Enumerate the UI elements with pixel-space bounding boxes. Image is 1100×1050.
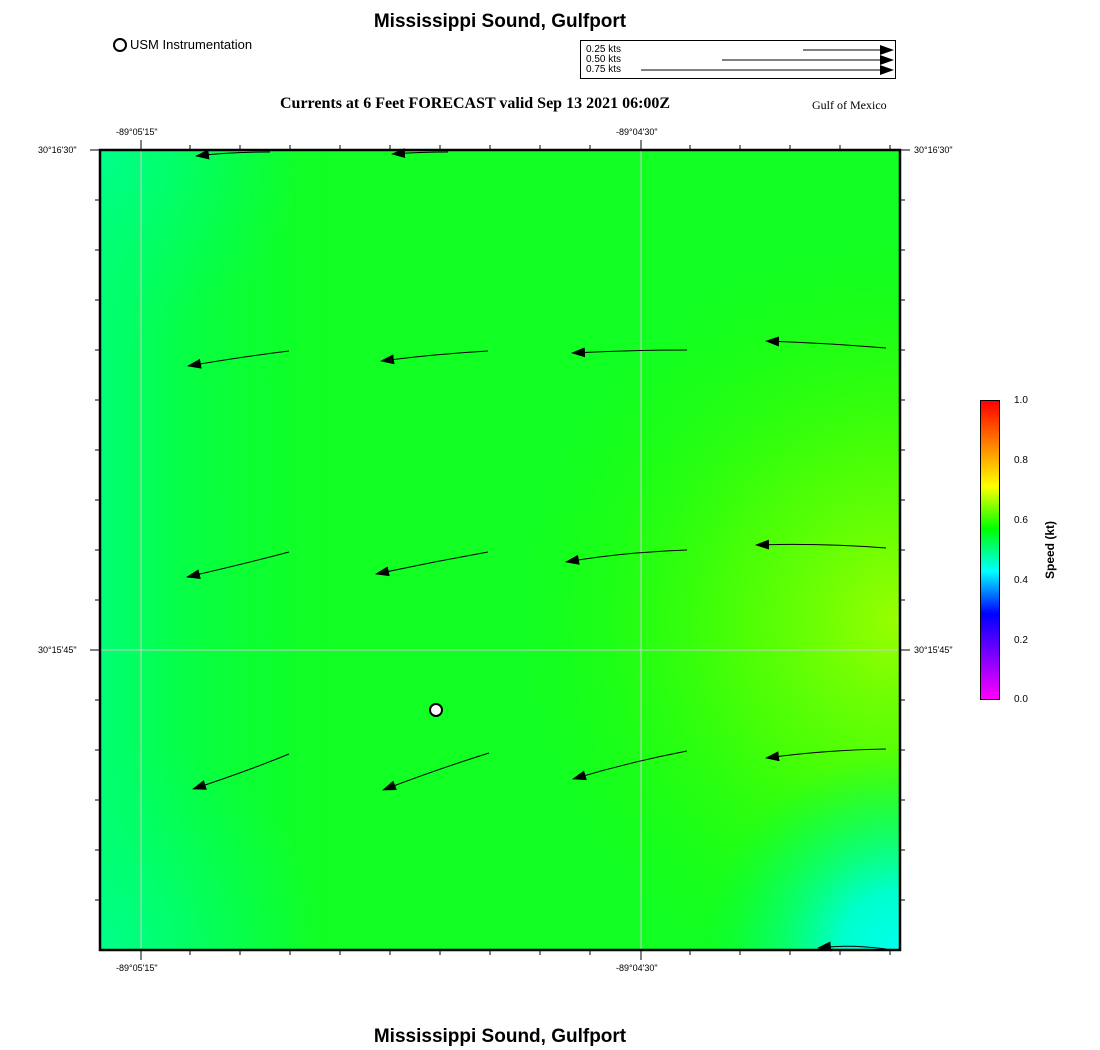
lat-label-right-2: 30°15'45" [914,645,953,655]
scale-label-025: 0.25 kts [586,44,622,55]
lon-label-bottom-1: -89°05'15" [116,963,158,973]
page-title-bottom: Mississippi Sound, Gulfport [373,1026,627,1047]
colorbar-tick-label: 0.4 [1014,575,1028,586]
colorbar-tick-label: 0.2 [1014,635,1028,646]
lon-label-bottom-2: -89°04'30" [616,963,658,973]
usm-instrument-marker[interactable] [430,704,442,716]
lon-label-top-1: -89°05'15" [116,127,158,137]
lat-label-left-2: 30°15'45" [38,645,77,655]
colorbar-tick-label: 0.8 [1014,455,1028,466]
usm-legend-label: USM Instrumentation [130,37,253,52]
lon-label-top-2: -89°04'30" [616,127,658,137]
speed-field [100,150,900,950]
forecast-subtitle: Currents at 6 Feet FORECAST valid Sep 13 2021 06:00Z [280,95,671,112]
scale-label-075: 0.75 kts [586,64,622,75]
lat-label-right-1: 30°16'30" [914,145,953,155]
page-title: Mississippi Sound, Gulfport [373,11,627,32]
region-label: Gulf of Mexico [812,98,887,112]
colorbar-tick-label: 0.6 [1014,515,1028,526]
colorbar-tick-label: 0.0 [1014,694,1028,705]
colorbar-tick-label: 1.0 [1014,395,1028,406]
scale-label-050: 0.50 kts [586,54,622,65]
speed-scale-arrows [641,50,893,70]
lat-label-left-1: 30°16'30" [38,145,77,155]
colorbar-title: Speed (kt) [1043,520,1057,580]
speed-colorbar [980,400,1000,700]
